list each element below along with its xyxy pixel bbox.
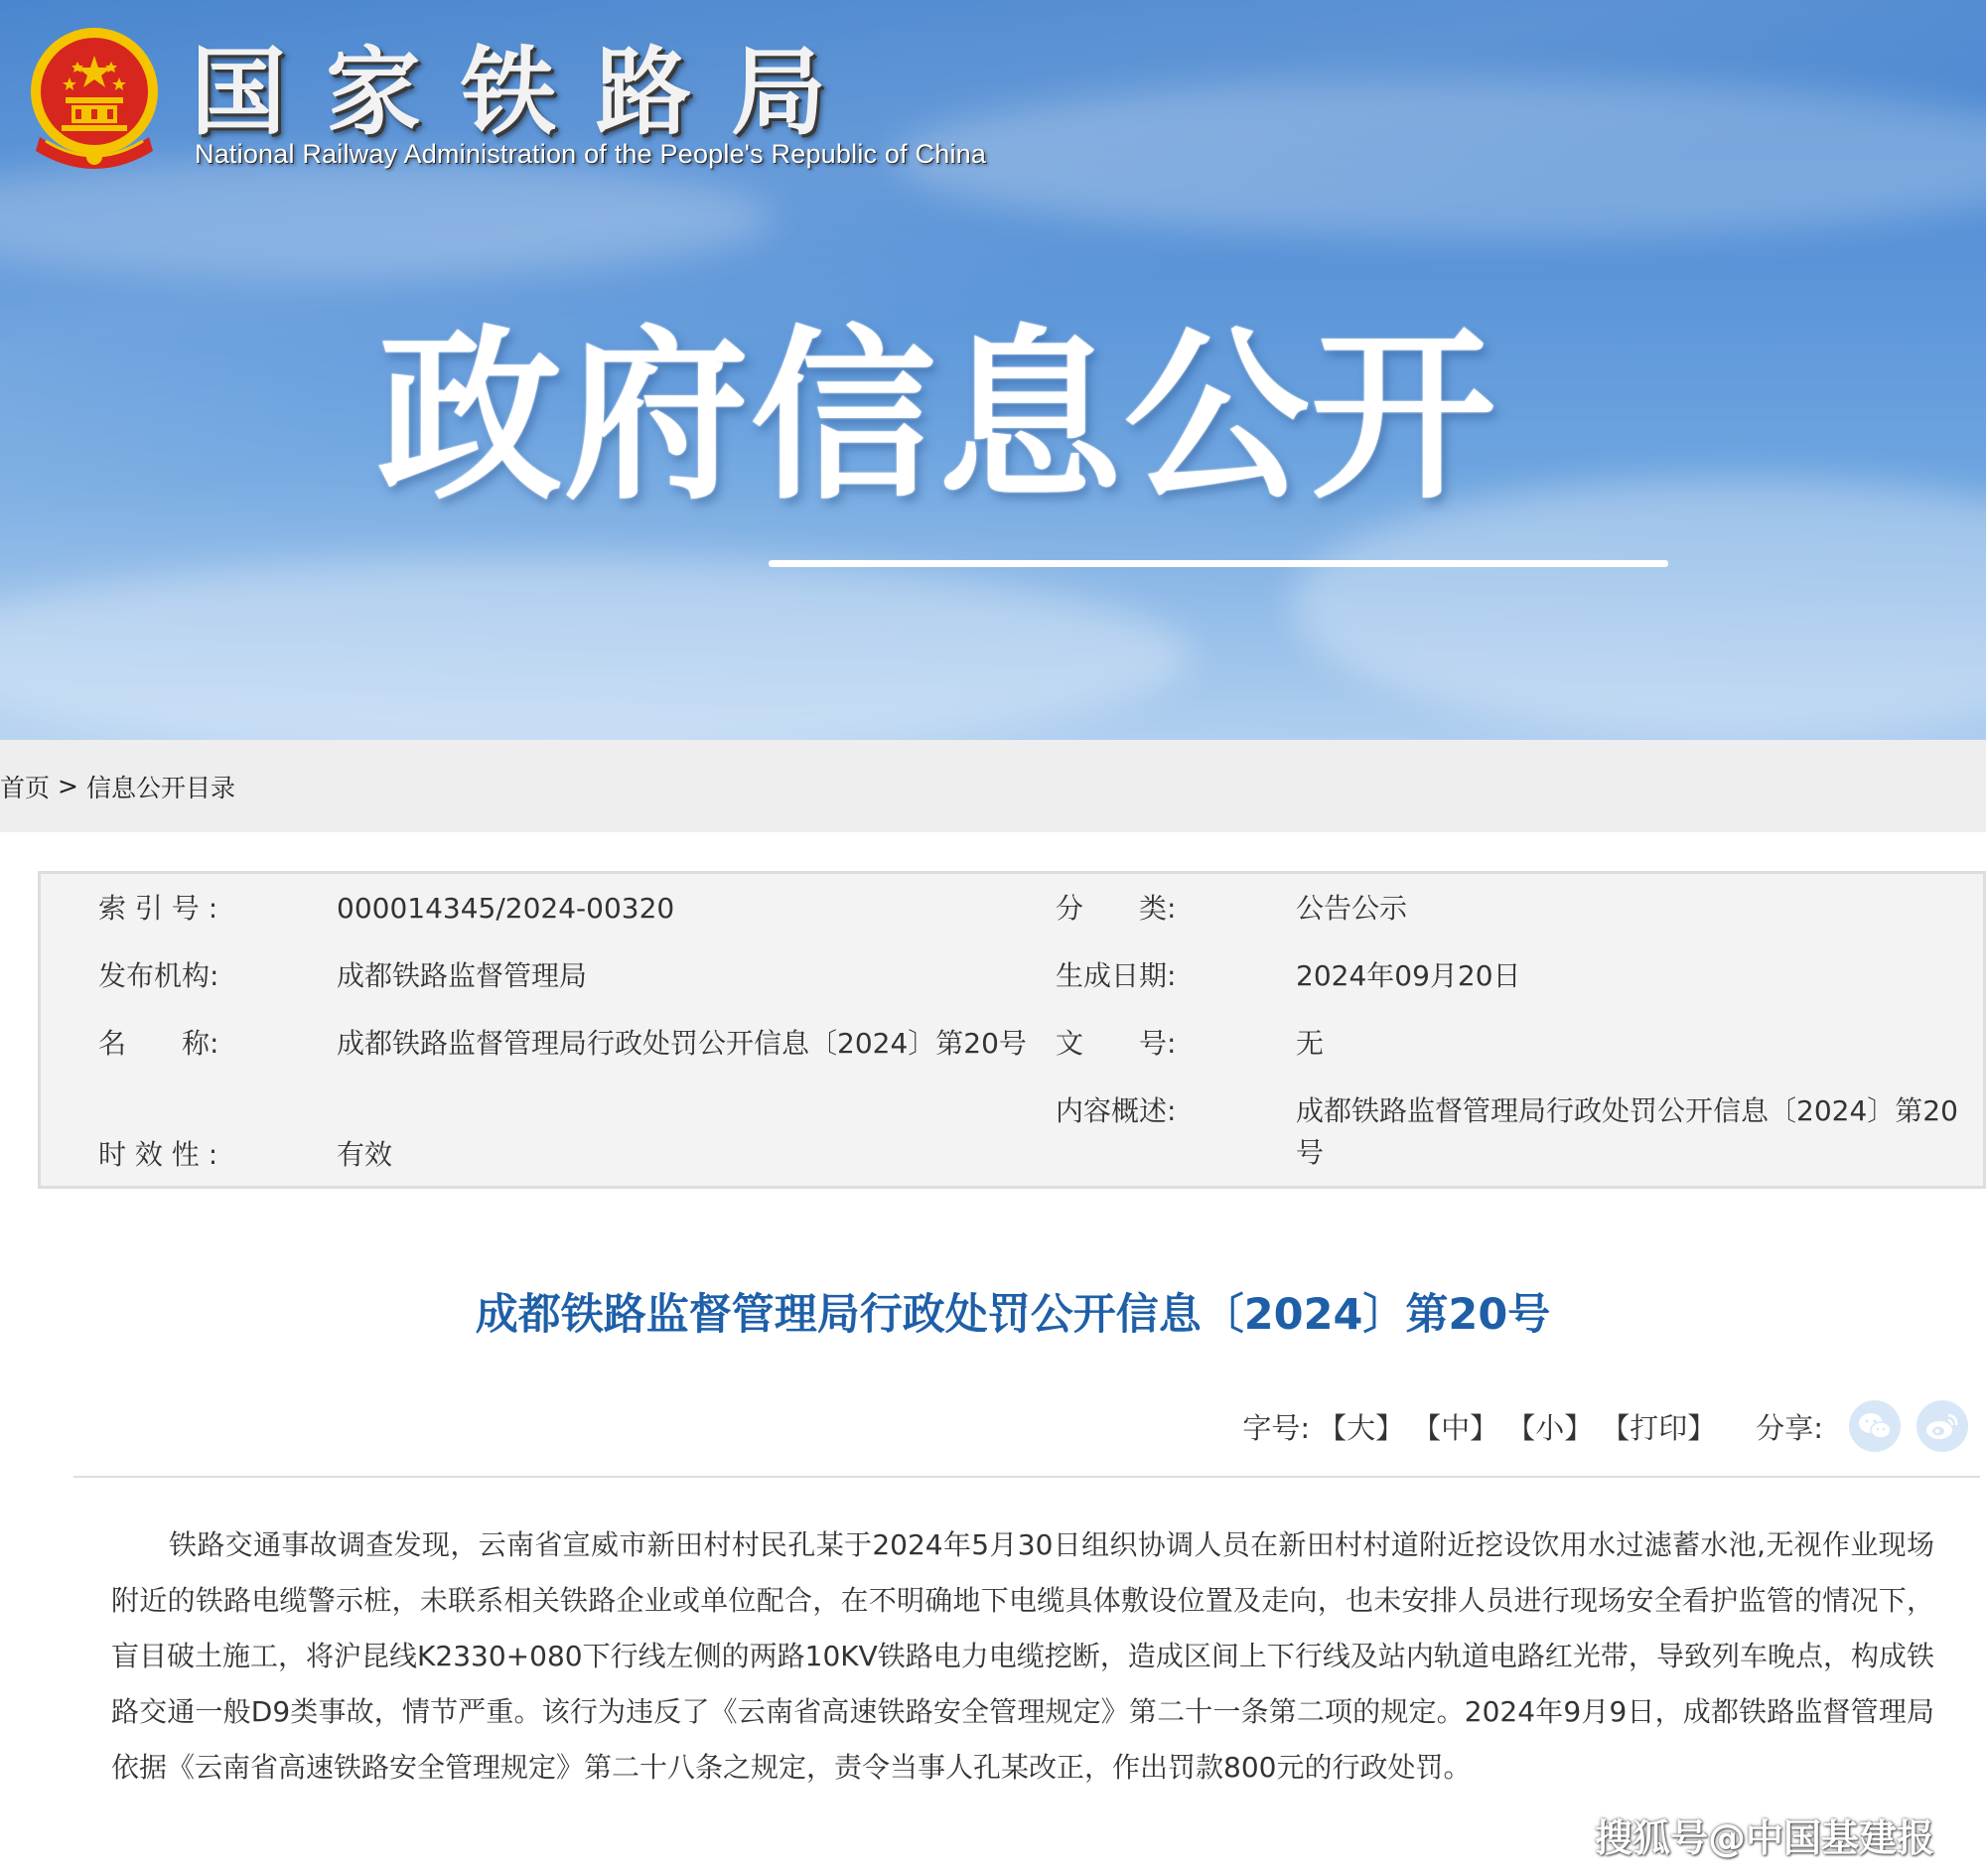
name-label: 名 称:	[98, 1027, 219, 1060]
org-name[interactable]: 国家铁路局	[191, 36, 866, 148]
banner-cloud	[894, 79, 1986, 238]
org-name-english: National Railway Administration of the People's Republic of China	[195, 139, 987, 169]
publisher-value: 成都铁路监督管理局	[337, 959, 588, 992]
breadcrumb-current-link[interactable]: 信息公开目录	[85, 773, 235, 802]
index-number-value: 000014345/2024-00320	[337, 892, 675, 925]
publisher-label: 发布机构:	[98, 959, 219, 992]
font-size-label: 字号:	[1242, 1410, 1311, 1445]
date-value: 2024年09月20日	[1296, 959, 1521, 992]
article-title: 成都铁路监督管理局行政处罚公开信息〔2024〕第20号	[475, 1290, 1551, 1340]
header-banner	[0, 0, 1986, 740]
summary-label: 内容概述:	[1056, 1094, 1177, 1127]
summary-value: 成都铁路监督管理局行政处罚公开信息〔2024〕第20号	[1296, 1094, 1958, 1169]
doc-number-value: 无	[1296, 1027, 1325, 1060]
name-value: 成都铁路监督管理局行政处罚公开信息〔2024〕第20号	[337, 1027, 1027, 1060]
source-watermark: 搜狐号@中国基建报	[1594, 1816, 1934, 1860]
banner-cloud	[0, 159, 775, 278]
doc-number-label: 文 号:	[1056, 1027, 1177, 1060]
font-size-large-button[interactable]: 【大】	[1318, 1410, 1405, 1445]
national-emblem-icon[interactable]	[26, 26, 163, 173]
category-label: 分 类:	[1056, 892, 1177, 925]
banner-title: 政府信息公开	[377, 309, 1498, 524]
breadcrumb-separator: >	[58, 772, 78, 800]
font-size-small-button[interactable]: 【小】	[1506, 1410, 1594, 1445]
share-label: 分享:	[1756, 1410, 1823, 1445]
print-button[interactable]: 【打印】	[1601, 1410, 1717, 1445]
validity-value: 有效	[337, 1138, 393, 1171]
weibo-share-icon[interactable]	[1916, 1400, 1968, 1452]
breadcrumb	[0, 740, 1986, 832]
breadcrumb-home-link[interactable]: 首页	[0, 773, 51, 802]
article-toolbar	[1242, 1398, 1968, 1454]
category-value: 公告公示	[1296, 892, 1408, 925]
wechat-share-icon[interactable]	[1849, 1400, 1901, 1452]
document-meta-table	[38, 871, 1986, 1189]
article-body: 铁路交通事故调查发现，云南省宣威市新田村村民孔某于2024年5月30日组织协调人员在新田村村道附近挖设饮用水过滤蓄水池,无视作业现场附近的铁路电缆警示桩，未联系相关铁路企业或单位配合，在不明确地下电缆具体敷设位置及走向，也未安排人员进行现场安全看护监管的情况下，盲目破土施工，将沪昆线K2330+080下行线左侧的两路10KV铁路电力电缆挖断，造成区间上下行线及站内轨道电路红光带，导致列车晚点，构成铁路交通一般D9类事故，情节严重。该行为违反了《云南省高速铁路安全管理规定》第二十一条第二项的规定。2024年9月9日，成都铁路监督管理局依据《云南省高速铁路安全管理规定》第二十八条之规定，责令当事人孔某改正，作出罚款800元的行政处罚。	[111, 1528, 1934, 1784]
font-size-medium-button[interactable]: 【中】	[1412, 1410, 1499, 1445]
banner-underline	[769, 560, 1668, 567]
validity-label: 时 效 性 :	[98, 1138, 218, 1171]
content-divider	[73, 1476, 1980, 1478]
banner-cloud	[0, 556, 1192, 740]
index-number-label: 索 引 号 :	[98, 892, 218, 925]
date-label: 生成日期:	[1056, 959, 1177, 992]
